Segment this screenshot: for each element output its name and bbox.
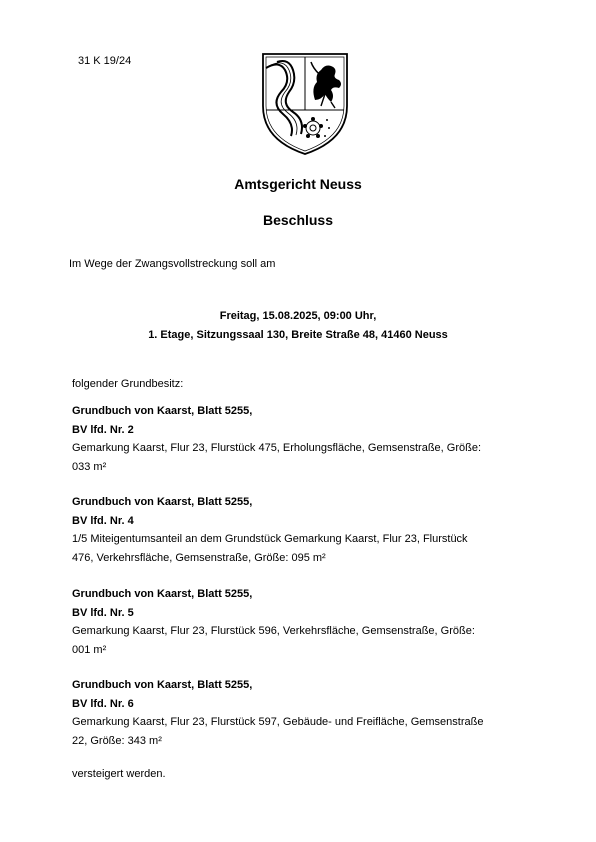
- court-name: Amtsgericht Neuss: [234, 176, 362, 192]
- bv-number: BV lfd. Nr. 6: [72, 697, 134, 710]
- property-description: 001 m²: [72, 643, 107, 656]
- document-type: Beschluss: [262, 212, 334, 228]
- register-line: Grundbuch von Kaarst, Blatt 5255,: [72, 679, 253, 691]
- auction-date-time: Freitag, 15.08.2025, 09:00 Uhr,: [219, 310, 377, 322]
- case-number: 31 K 19/24: [78, 55, 132, 67]
- property-description: 033 m²: [72, 460, 107, 473]
- following-label: folgender Grundbesitz:: [72, 378, 184, 390]
- property-entry: [72, 676, 542, 750]
- property-description: Gemarkung Kaarst, Flur 23, Flurstück 596, Verkehrsfläche, Gemsenstraße, Größe:: [72, 625, 475, 637]
- register-line: Grundbuch von Kaarst, Blatt 5255,: [72, 405, 253, 417]
- bv-number: BV lfd. Nr. 5: [72, 606, 134, 619]
- property-description: 476, Verkehrsfläche, Gemsenstraße, Größe: 095 m²: [72, 551, 326, 564]
- bv-number: BV lfd. Nr. 4: [72, 514, 134, 527]
- property-description: 1/5 Miteigentumsanteil an dem Grundstück Gemarkung Kaarst, Flur 23, Flurstück: [72, 533, 468, 545]
- property-entry: [72, 585, 542, 659]
- bv-number: BV lfd. Nr. 2: [72, 423, 134, 436]
- property-description: Gemarkung Kaarst, Flur 23, Flurstück 475, Erholungsfläche, Gemsenstraße, Größe:: [72, 442, 482, 454]
- property-entry: [72, 402, 542, 476]
- property-description: Gemarkung Kaarst, Flur 23, Flurstück 597, Gebäude- und Freifläche, Gemsenstraße: [72, 716, 484, 728]
- property-description: 22, Größe: 343 m²: [72, 734, 162, 747]
- property-entry: [72, 493, 542, 567]
- auction-location: 1. Etage, Sitzungssaal 130, Breite Straße 48, 41460 Neuss: [148, 329, 448, 341]
- coat-of-arms-icon: [255, 48, 355, 158]
- closing-text: versteigert werden.: [72, 768, 166, 780]
- register-line: Grundbuch von Kaarst, Blatt 5255,: [72, 588, 253, 600]
- intro-text: Im Wege der Zwangsvollstreckung soll am: [69, 258, 276, 270]
- register-line: Grundbuch von Kaarst, Blatt 5255,: [72, 496, 253, 508]
